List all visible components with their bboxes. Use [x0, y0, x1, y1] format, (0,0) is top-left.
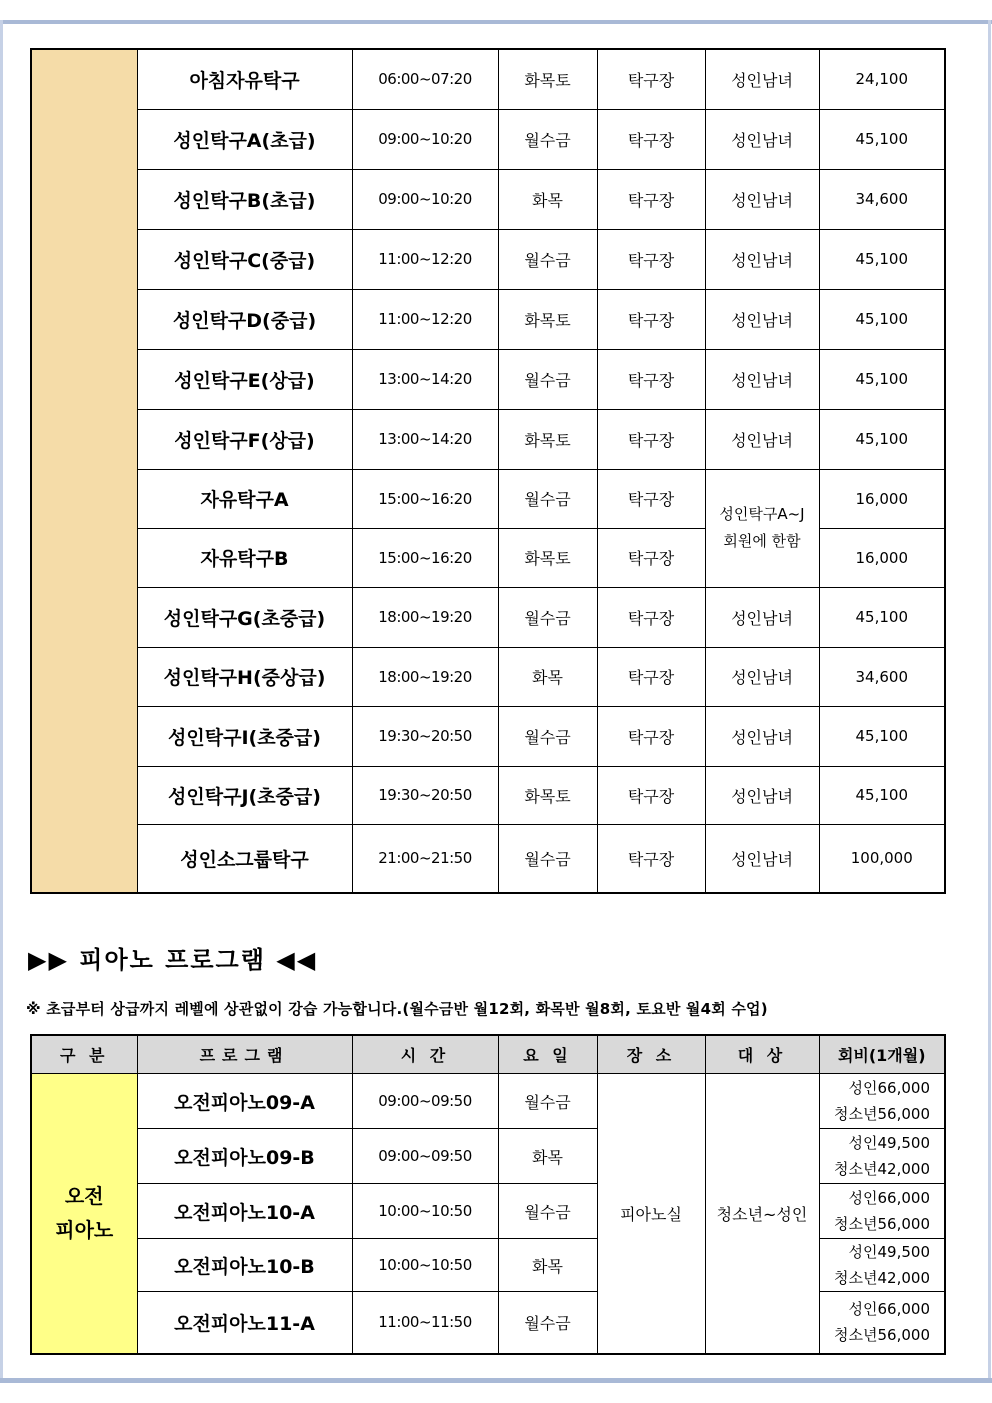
class-time: 10:00~10:50 — [352, 1184, 498, 1239]
program-name: 성인소그룹탁구 — [137, 824, 352, 893]
class-days: 월수금 — [498, 229, 597, 289]
program-name: 오전피아노11-A — [137, 1292, 352, 1354]
page-frame-right — [988, 20, 991, 1383]
class-target: 성인남녀 — [705, 289, 819, 349]
table-row — [31, 766, 945, 824]
class-fee: 45,100 — [819, 766, 945, 824]
table-row — [31, 469, 945, 528]
class-days: 월수금 — [498, 706, 597, 766]
class-days: 월수금 — [498, 349, 597, 409]
piano-notice: ※ 초급부터 상급까지 레벨에 상관없이 강습 가능합니다.(월수금반 월12회, 화목반 월8회, 토요반 월4회 수업) — [26, 1000, 768, 1018]
class-fee: 16,000 — [819, 469, 945, 528]
class-place: 탁구장 — [597, 289, 705, 349]
class-days: 월수금 — [498, 109, 597, 169]
class-fee: 45,100 — [819, 587, 945, 647]
class-days: 월수금 — [498, 1292, 597, 1354]
class-days: 화목 — [498, 1129, 597, 1184]
class-fee: 45,100 — [819, 409, 945, 469]
class-place: 탁구장 — [597, 229, 705, 289]
table-row — [31, 229, 945, 289]
program-name: 자유탁구A — [137, 469, 352, 528]
class-fee: 100,000 — [819, 824, 945, 893]
header-category: 구 분 — [31, 1035, 137, 1074]
class-target: 성인남녀 — [705, 49, 819, 109]
program-name: 오전피아노09-A — [137, 1074, 352, 1129]
class-target: 청소년~성인 — [705, 1074, 819, 1354]
class-place: 탁구장 — [597, 587, 705, 647]
category-line-1: 오전 — [64, 1184, 104, 1209]
class-fee: 45,100 — [819, 109, 945, 169]
program-name: 성인탁구F(상급) — [137, 409, 352, 469]
fee-adult: 성인49,500 — [848, 1134, 930, 1152]
page-frame-bottom — [0, 1378, 992, 1383]
header-days: 요 일 — [498, 1035, 597, 1074]
class-place: 탁구장 — [597, 469, 705, 528]
class-fee: 16,000 — [819, 528, 945, 587]
class-days: 월수금 — [498, 469, 597, 528]
class-time: 11:00~12:20 — [352, 229, 498, 289]
class-days: 월수금 — [498, 1074, 597, 1129]
members-only-note: 성인탁구A~J 회원에 한함 — [705, 469, 819, 587]
class-fee: 45,100 — [819, 229, 945, 289]
class-time: 11:00~11:50 — [352, 1292, 498, 1354]
class-days: 화목 — [498, 169, 597, 229]
class-fee — [819, 1184, 945, 1239]
class-days: 화목 — [498, 647, 597, 706]
class-time: 13:00~14:20 — [352, 349, 498, 409]
class-place: 탁구장 — [597, 528, 705, 587]
class-time: 18:00~19:20 — [352, 587, 498, 647]
program-name: 오전피아노10-A — [137, 1184, 352, 1239]
program-name: 오전피아노09-B — [137, 1129, 352, 1184]
table-row — [31, 109, 945, 169]
program-name: 성인탁구I(초중급) — [137, 706, 352, 766]
class-days: 화목토 — [498, 528, 597, 587]
header-place: 장 소 — [597, 1035, 705, 1074]
page-frame-top — [0, 20, 992, 24]
class-place: 탁구장 — [597, 766, 705, 824]
program-name: 아침자유탁구 — [137, 49, 352, 109]
class-target: 성인남녀 — [705, 766, 819, 824]
program-name: 성인탁구E(상급) — [137, 349, 352, 409]
header-fee: 회비(1개월) — [819, 1035, 945, 1074]
table-row — [31, 49, 945, 109]
table-row — [31, 706, 945, 766]
class-fee: 45,100 — [819, 289, 945, 349]
table-header-row — [31, 1035, 945, 1074]
fee-youth: 청소년42,000 — [834, 1160, 930, 1178]
table-row — [31, 824, 945, 893]
class-target: 성인남녀 — [705, 587, 819, 647]
class-place: 탁구장 — [597, 109, 705, 169]
table-row — [31, 169, 945, 229]
class-place: 탁구장 — [597, 706, 705, 766]
program-name: 자유탁구B — [137, 528, 352, 587]
class-time: 09:00~09:50 — [352, 1129, 498, 1184]
table-row — [31, 409, 945, 469]
class-days: 월수금 — [498, 587, 597, 647]
table-row — [31, 587, 945, 647]
class-fee — [819, 1129, 945, 1184]
class-days: 월수금 — [498, 824, 597, 893]
class-place: 탁구장 — [597, 824, 705, 893]
class-fee — [819, 1239, 945, 1292]
class-days: 화목토 — [498, 409, 597, 469]
program-name: 성인탁구A(초급) — [137, 109, 352, 169]
class-target: 성인남녀 — [705, 706, 819, 766]
fee-adult: 성인66,000 — [848, 1079, 930, 1097]
class-fee — [819, 1292, 945, 1354]
class-place: 탁구장 — [597, 409, 705, 469]
class-target: 성인남녀 — [705, 229, 819, 289]
category-cell — [31, 49, 137, 893]
class-days: 화목토 — [498, 289, 597, 349]
class-time: 11:00~12:20 — [352, 289, 498, 349]
fee-youth: 청소년56,000 — [834, 1215, 930, 1233]
program-name: 성인탁구B(초급) — [137, 169, 352, 229]
class-fee: 45,100 — [819, 706, 945, 766]
class-target: 성인남녀 — [705, 409, 819, 469]
class-time: 15:00~16:20 — [352, 528, 498, 587]
class-fee — [819, 1074, 945, 1129]
fee-adult: 성인66,000 — [848, 1300, 930, 1319]
class-place: 피아노실 — [597, 1074, 705, 1354]
page-frame-left — [0, 20, 3, 1383]
header-program: 프로그램 — [137, 1035, 352, 1074]
fee-adult: 성인66,000 — [848, 1189, 930, 1207]
class-time: 18:00~19:20 — [352, 647, 498, 706]
class-target: 성인남녀 — [705, 647, 819, 706]
class-time: 06:00~07:20 — [352, 49, 498, 109]
class-time: 13:00~14:20 — [352, 409, 498, 469]
class-time: 19:30~20:50 — [352, 706, 498, 766]
piano-section-title: ▶▶ 피아노 프로그램 ◀◀ — [28, 946, 318, 974]
class-days: 화목 — [498, 1239, 597, 1292]
class-place: 탁구장 — [597, 49, 705, 109]
piano-schedule-table — [30, 1034, 946, 1355]
class-place: 탁구장 — [597, 647, 705, 706]
table-row — [31, 1074, 945, 1129]
fee-youth: 청소년56,000 — [834, 1105, 930, 1123]
class-days: 화목토 — [498, 49, 597, 109]
class-target: 성인남녀 — [705, 109, 819, 169]
class-time: 21:00~21:50 — [352, 824, 498, 893]
class-fee: 34,600 — [819, 647, 945, 706]
table-row — [31, 289, 945, 349]
class-place: 탁구장 — [597, 349, 705, 409]
class-target: 성인남녀 — [705, 824, 819, 893]
fee-adult: 성인49,500 — [848, 1243, 930, 1261]
program-name: 성인탁구D(중급) — [137, 289, 352, 349]
category-morning-piano — [31, 1074, 137, 1354]
class-fee: 34,600 — [819, 169, 945, 229]
class-fee: 45,100 — [819, 349, 945, 409]
class-time: 09:00~10:20 — [352, 109, 498, 169]
class-time: 10:00~10:50 — [352, 1239, 498, 1292]
program-name: 오전피아노10-B — [137, 1239, 352, 1292]
table-row — [31, 647, 945, 706]
program-name: 성인탁구H(중상급) — [137, 647, 352, 706]
header-time: 시 간 — [352, 1035, 498, 1074]
class-target: 성인남녀 — [705, 169, 819, 229]
class-days: 월수금 — [498, 1184, 597, 1239]
class-days: 화목토 — [498, 766, 597, 824]
table-row — [31, 349, 945, 409]
header-target: 대 상 — [705, 1035, 819, 1074]
fee-youth: 청소년42,000 — [834, 1269, 930, 1287]
class-time: 15:00~16:20 — [352, 469, 498, 528]
class-time: 09:00~10:20 — [352, 169, 498, 229]
class-target: 성인남녀 — [705, 349, 819, 409]
category-line-2: 피아노 — [55, 1218, 114, 1243]
class-fee: 24,100 — [819, 49, 945, 109]
class-time: 19:30~20:50 — [352, 766, 498, 824]
program-name: 성인탁구C(중급) — [137, 229, 352, 289]
program-name: 성인탁구G(초중급) — [137, 587, 352, 647]
class-time: 09:00~09:50 — [352, 1074, 498, 1129]
class-place: 탁구장 — [597, 169, 705, 229]
fee-youth: 청소년56,000 — [834, 1326, 930, 1345]
program-name: 성인탁구J(초중급) — [137, 766, 352, 824]
table-tennis-schedule-table — [30, 48, 946, 894]
